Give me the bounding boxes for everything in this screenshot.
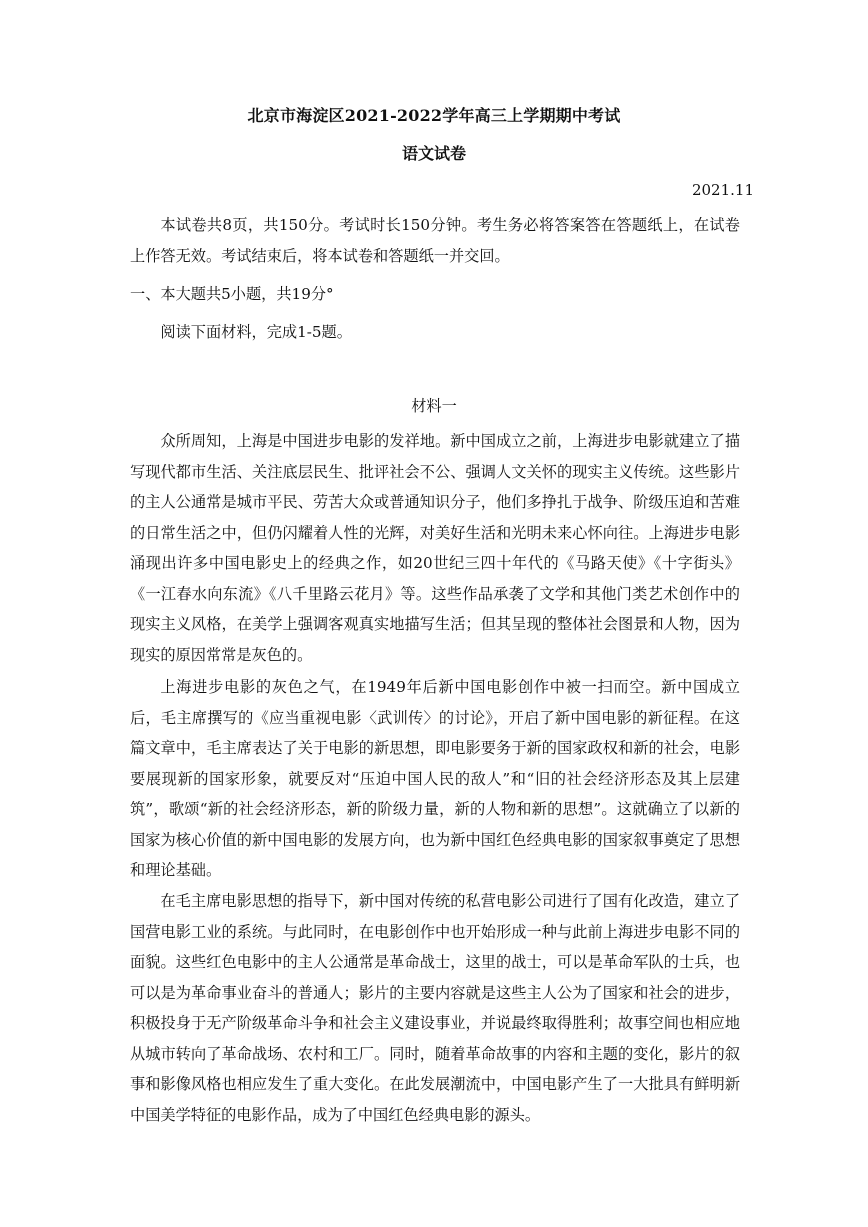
- material-paragraph-2: 上海进步电影的灰色之气，在1949年后新中国电影创作中被一扫而空。新中国成立后，毛主席撰写的《应当重视电影〈武训传〉的讨论》，开启了新中国电影的新征程。在这篇文章中，毛主席表达了关于电影的新思想，即电影要务于新的国家政权和新的社会，电影要展现新的国家形象，就要反对“压迫中国人民的敌人”和“旧的社会经济形态及其上层建筑”，歌颂“新的社会经济形态，新的阶级力量，新的人物和新的思想”。这就确立了以新的国家为核心价值的新中国电影的发展方向，也为新中国红色经典电影的国家叙事奠定了思想和理论基础。: [130, 678, 740, 879]
- exam-subtitle: 语文试卷: [401, 144, 466, 163]
- material-one-label: 材料一: [411, 397, 457, 415]
- exam-title: 北京市海淀区2021-2022学年高三上学期期中考试: [247, 106, 621, 125]
- section-one-prompt: 阅读下面材料，完成1-5题。: [160, 323, 352, 341]
- exam-date: 2021.11: [691, 181, 754, 199]
- section-one-heading: 一、本大题共5小题，共19分°: [130, 285, 334, 303]
- material-paragraph-1: 众所周知，上海是中国进步电影的发祥地。新中国成立之前，上海进步电影就建立了描写现代都市生活、关注底层民生、批评社会不公、强调人文关怀的现实主义传统。这些影片的主人公通常是城市平民、劳苦大众或普通知识分子，他们多挣扎于战争、阶级压迫和苦难的日常生活之中，但仍闪耀着人性的光辉，对美好生活和光明未来心怀向往。上海进步电影涌现出许多中国电影史上的经典之作，如20世纪三四十年代的《马路天使》《十字街头》《一江春水向东流》《八千里路云花月》等。这些作品承袭了文学和其他门类艺术创作中的现实主义风格，在美学上强调客观真实地描写生活；但其呈现的整体社会图景和人物，因为现实的原因常常是灰色的。: [130, 432, 740, 664]
- material-paragraph-3: 在毛主席电影思想的指导下，新中国对传统的私营电影公司进行了国有化改造，建立了国营电影工业的系统。与此同时，在电影创作中也开始形成一种与此前上海进步电影不同的面貌。这些红色电影中的主人公通常是革命战士，这里的战士，可以是革命军队的士兵，也可以是为革命事业奋斗的普通人；影片的主要内容就是这些主人公为了国家和社会的进步，积极投身于无产阶级革命斗争和社会主义建设事业，并说最终取得胜利；故事空间也相应地从城市转向了革命战场、农村和工厂。同时，随着革命故事的内容和主题的变化，影片的叙事和影像风格也相应发生了重大变化。在此发展潮流中，中国电影产生了一大批具有鲜明新中国美学特征的电影作品，成为了中国红色经典电影的源头。: [130, 892, 740, 1124]
- instructions-paragraph: 本试卷共8页，共150分。考试时长150分钟。考生务必将答案答在答题纸上，在试卷上作答无效。考试结束后，将本试卷和答题纸一并交回。: [130, 216, 740, 265]
